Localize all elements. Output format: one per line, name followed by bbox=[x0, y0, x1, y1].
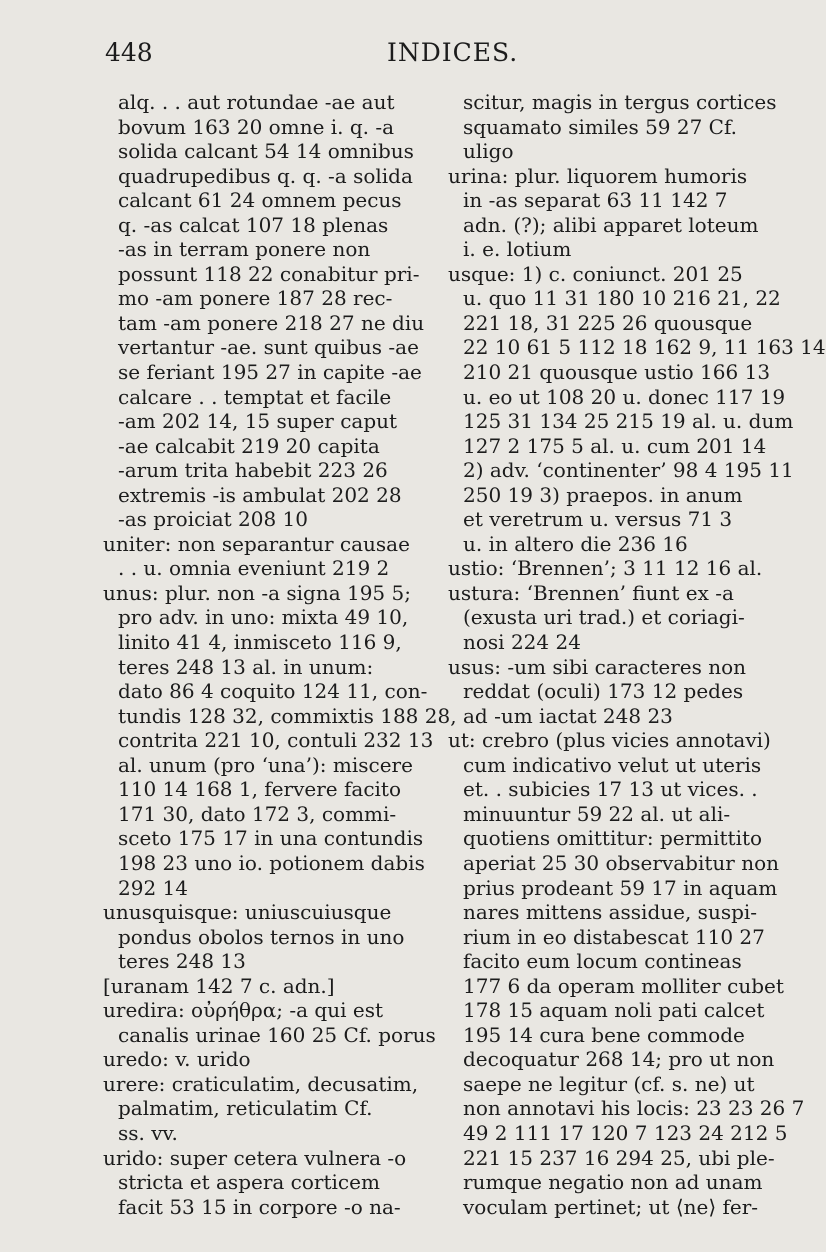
index-line: mo -am ponere 187 28 rec- bbox=[118, 286, 393, 311]
index-line: q. -as calcat 107 18 plenas bbox=[118, 212, 389, 237]
index-line: 49 2 111 17 120 7 123 24 212 5 bbox=[463, 1120, 788, 1145]
index-line: contrita 221 10, contuli 232 13 bbox=[118, 728, 434, 753]
index-line: u. in altero die 236 16 bbox=[463, 531, 688, 556]
index-line: usus: -um sibi caracteres non bbox=[448, 654, 747, 679]
index-line: 250 19 3) praepos. in anum bbox=[463, 482, 743, 507]
index-line: 22 10 61 5 112 18 162 9, 11 163 14 bbox=[463, 335, 826, 360]
index-line: 110 14 168 1, fervere facito bbox=[118, 777, 401, 802]
index-line: solida calcant 54 14 omnibus bbox=[118, 139, 414, 164]
index-line: canalis urinae 160 25 Cf. porus bbox=[118, 1022, 436, 1047]
index-line: se feriant 195 27 in capite -ae bbox=[118, 360, 422, 385]
index-line: ustura: ‘Brennen’ fiunt ex -a bbox=[448, 580, 734, 605]
index-line: reddat (oculi) 173 12 pedes bbox=[463, 679, 744, 704]
index-line: unusquisque: uniuscuiusque bbox=[103, 900, 392, 925]
index-line: 2) adv. ‘continenter’ 98 4 195 11 bbox=[463, 458, 794, 483]
index-line: . . u. omnia eveniunt 219 2 bbox=[118, 556, 390, 581]
index-line: possunt 118 22 conabitur pri- bbox=[118, 261, 420, 286]
index-line: uligo bbox=[463, 139, 514, 164]
index-line: rium in eo distabescat 110 27 bbox=[463, 924, 765, 949]
page-number: 448 bbox=[105, 38, 153, 67]
index-line: alq. . . aut rotundae -ae aut bbox=[118, 90, 395, 114]
index-line: et veretrum u. versus 71 3 bbox=[463, 507, 733, 532]
index-line: ad -um iactat 248 23 bbox=[463, 703, 673, 728]
index-line: -as proiciat 208 10 bbox=[118, 507, 308, 532]
index-line: urina: plur. liquorem humoris bbox=[448, 163, 748, 188]
index-line: 195 14 cura bene commode bbox=[463, 1022, 745, 1047]
index-line: rumque negatio non ad unam bbox=[463, 1170, 763, 1195]
index-line: pro adv. in uno: mixta 49 10, bbox=[118, 605, 409, 630]
index-line: calcant 61 24 omnem pecus bbox=[118, 188, 402, 213]
index-line: squamato similes 59 27 Cf. bbox=[463, 114, 738, 139]
index-line: quadrupedibus q. q. -a solida bbox=[118, 163, 413, 188]
index-line: calcare . . temptat et facile bbox=[118, 384, 392, 409]
index-line: 221 18, 31 225 26 quousque bbox=[463, 310, 753, 335]
index-line: urere: craticulatim, decusatim, bbox=[103, 1071, 419, 1096]
index-line: bovum 163 20 omne i. q. -a bbox=[118, 114, 395, 139]
index-line: facito eum locum contineas bbox=[463, 949, 742, 974]
index-line: ut: crebro (plus vicies annotavi) bbox=[448, 728, 771, 753]
right-column bbox=[448, 90, 826, 1219]
index-line: uredira: οὐρήθρα; -a qui est bbox=[103, 998, 384, 1023]
index-line: prius prodeant 59 17 in aquam bbox=[463, 875, 778, 900]
index-line: adn. (?); alibi apparet loteum bbox=[463, 212, 759, 237]
index-line: quotiens omittitur: permittito bbox=[463, 826, 763, 851]
index-line: ustio: ‘Brennen’; 3 11 12 16 al. bbox=[448, 556, 763, 581]
index-line: 210 21 quousque ustio 166 13 bbox=[463, 360, 771, 385]
left-column bbox=[103, 90, 457, 1219]
index-line: scitur, magis in tergus cortices bbox=[463, 90, 777, 114]
index-line: 127 2 175 5 al. u. cum 201 14 bbox=[463, 433, 767, 458]
index-line: teres 248 13 al. in unum: bbox=[118, 654, 374, 679]
index-line: -as in terram ponere non bbox=[118, 237, 371, 262]
page-header bbox=[105, 38, 748, 78]
index-line: uredo: v. urido bbox=[103, 1047, 251, 1072]
index-line: tam -am ponere 218 27 ne diu bbox=[118, 310, 425, 335]
index-line: in -as separat 63 11 142 7 bbox=[463, 188, 728, 213]
index-line: extremis -is ambulat 202 28 bbox=[118, 482, 402, 507]
index-line: 177 6 da operam molliter cubet bbox=[463, 973, 784, 998]
index-line: vertantur -ae. sunt quibus -ae bbox=[118, 335, 419, 360]
index-line: dato 86 4 coquito 124 11, con- bbox=[118, 679, 428, 704]
index-line: facit 53 15 in corpore -o na- bbox=[118, 1194, 401, 1219]
index-line: -ae calcabit 219 20 capita bbox=[118, 433, 380, 458]
index-line: pondus obolos ternos in uno bbox=[118, 924, 405, 949]
running-title: INDICES. bbox=[387, 38, 519, 67]
index-line: unus: plur. non -a signa 195 5; bbox=[103, 580, 411, 605]
index-line: 198 23 uno io. potionem dabis bbox=[118, 850, 425, 875]
index-line: stricta et aspera corticem bbox=[118, 1170, 380, 1195]
index-line: (exusta uri trad.) et coriagi- bbox=[463, 605, 745, 630]
index-line: saepe ne legitur (cf. s. ne) ut bbox=[463, 1071, 755, 1096]
index-line: voculam pertinet; ut ⟨ne⟩ fer- bbox=[463, 1194, 759, 1219]
index-line: 292 14 bbox=[118, 875, 188, 900]
index-line: uniter: non separantur causae bbox=[103, 531, 410, 556]
index-line: cum indicativo velut ut uteris bbox=[463, 752, 762, 777]
index-line: nares mittens assidue, suspi- bbox=[463, 900, 758, 925]
index-line: 221 15 237 16 294 25, ubi ple- bbox=[463, 1145, 775, 1170]
index-line: nosi 224 24 bbox=[463, 630, 581, 655]
index-line: tundis 128 32, commixtis 188 28, bbox=[118, 703, 457, 728]
index-line: al. unum (pro ‘una’): miscere bbox=[118, 752, 413, 777]
index-line: 171 30, dato 172 3, commi- bbox=[118, 801, 397, 826]
index-line: 125 31 134 25 215 19 al. u. dum bbox=[463, 409, 794, 434]
index-line: [uranam 142 7 c. adn.] bbox=[103, 973, 335, 998]
index-line: usque: 1) c. coniunct. 201 25 bbox=[448, 261, 743, 286]
index-line: i. e. lotium bbox=[463, 237, 572, 262]
index-line: urido: super cetera vulnera -o bbox=[103, 1145, 407, 1170]
index-line: non annotavi his locis: 23 23 26 7 bbox=[463, 1096, 805, 1121]
index-line: decoquatur 268 14; pro ut non bbox=[463, 1047, 775, 1072]
index-line: aperiat 25 30 observabitur non bbox=[463, 850, 780, 875]
index-line: 178 15 aquam noli pati calcet bbox=[463, 998, 765, 1023]
index-line: palmatim, reticulatim Cf. bbox=[118, 1096, 373, 1121]
index-line: teres 248 13 bbox=[118, 949, 246, 974]
index-line: ss. vv. bbox=[118, 1120, 178, 1145]
index-line: et. . subicies 17 13 ut vices. . bbox=[463, 777, 758, 802]
index-line: u. quo 11 31 180 10 216 21, 22 bbox=[463, 286, 781, 311]
index-line: sceto 175 17 in una contundis bbox=[118, 826, 424, 851]
index-line: linito 41 4, inmisceto 116 9, bbox=[118, 630, 402, 655]
index-line: minuuntur 59 22 al. ut ali- bbox=[463, 801, 731, 826]
index-line: -arum trita habebit 223 26 bbox=[118, 458, 388, 483]
index-line: -am 202 14, 15 super caput bbox=[118, 409, 398, 434]
index-line: u. eo ut 108 20 u. donec 117 19 bbox=[463, 384, 786, 409]
